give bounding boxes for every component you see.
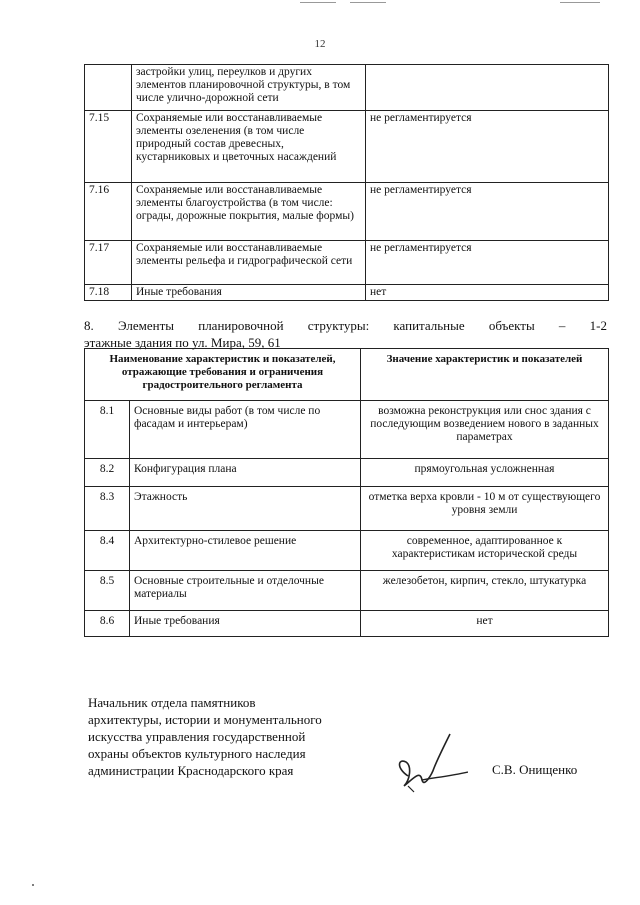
scan-artifact (32, 884, 34, 886)
row-value: нет (361, 611, 609, 637)
row-value: не регламентируется (366, 111, 609, 183)
row-value: возможна реконструкция или снос здания с последующим возведением нового в заданных параметрах (361, 401, 609, 459)
table-row (85, 401, 609, 459)
row-name: Сохраняемые или восстанавливаемые элементы рельефа и гидрографической сети (132, 241, 366, 285)
top-scan-line (300, 2, 336, 3)
row-name: Этажность (130, 487, 361, 531)
position-line: искусства управления государственной (88, 729, 306, 744)
row-name: Иные требования (130, 611, 361, 637)
row-value: не регламентируется (366, 241, 609, 285)
signatory-name: С.В. Онищенко (492, 762, 578, 777)
page-number: 12 (314, 38, 326, 50)
header-name: Наименование характеристик и показателей, отражающие требования и ограничения градостроительного регламента (85, 349, 361, 401)
row-name: Архитектурно-стилевое решение (130, 531, 361, 571)
row-value: нет (366, 285, 609, 301)
row-number: 7.18 (85, 285, 132, 301)
row-number: 8.1 (85, 401, 130, 459)
table-header-row (85, 349, 609, 401)
row-value: отметка верха кровли - 10 м от существующего уровня земли (361, 487, 609, 531)
handwritten-signature (388, 728, 468, 798)
table-row (85, 241, 609, 285)
position-line: архитектуры, истории и монументального (88, 712, 322, 727)
row-value: современное, адаптированное к характеристикам исторической среды (361, 531, 609, 571)
table-row (85, 285, 609, 301)
table-row (85, 111, 609, 183)
row-number: 7.17 (85, 241, 132, 285)
header-value: Значение характеристик и показателей (361, 349, 609, 401)
row-name: Основные виды работ (в том числе по фасадам и интерьерам) (130, 401, 361, 459)
row-number: 8.4 (85, 531, 130, 571)
row-name: Сохраняемые или восстанавливаемые элементы озеленения (в том числе природный состав древесных, кустарниковых и цветочных насаждений (132, 111, 366, 183)
top-scan-line (350, 2, 386, 3)
table-row (85, 571, 609, 611)
row-number: 8.5 (85, 571, 130, 611)
section-heading-continued: этажные здания по ул. Мира, 59, 61 (84, 335, 281, 350)
row-name: Сохраняемые или восстанавливаемые элементы благоустройства (в том числе: ограды, дорожные покрытия, малые формы) (132, 183, 366, 241)
table-row (85, 611, 609, 637)
table-row (85, 65, 609, 111)
row-value (366, 65, 609, 111)
row-number: 7.15 (85, 111, 132, 183)
row-number: 8.3 (85, 487, 130, 531)
signatory-position (88, 694, 388, 779)
row-name: застройки улиц, переулков и других элементов планировочной структуры, в том числе улично-дорожной сети (132, 65, 366, 111)
row-value: железобетон, кирпич, стекло, штукатурка (361, 571, 609, 611)
row-number: 8.6 (85, 611, 130, 637)
row-number: 8.2 (85, 459, 130, 487)
row-name: Конфигурация плана (130, 459, 361, 487)
position-line: администрации Краснодарского края (88, 763, 294, 778)
section-heading: 8. Элементы планировочной структуры: капитальные объекты – 1-2 (84, 318, 607, 333)
row-number (85, 65, 132, 111)
table-row (85, 531, 609, 571)
table-row (85, 459, 609, 487)
table-row (85, 183, 609, 241)
requirements-table-7 (84, 64, 609, 301)
row-number: 7.16 (85, 183, 132, 241)
row-name: Основные строительные и отделочные материалы (130, 571, 361, 611)
row-name: Иные требования (132, 285, 366, 301)
requirements-table-8 (84, 348, 609, 637)
table-row (85, 487, 609, 531)
top-scan-line (560, 2, 600, 3)
row-value: не регламентируется (366, 183, 609, 241)
position-line: Начальник отдела памятников (88, 695, 256, 710)
position-line: охраны объектов культурного наследия (88, 746, 306, 761)
row-value: прямоугольная усложненная (361, 459, 609, 487)
